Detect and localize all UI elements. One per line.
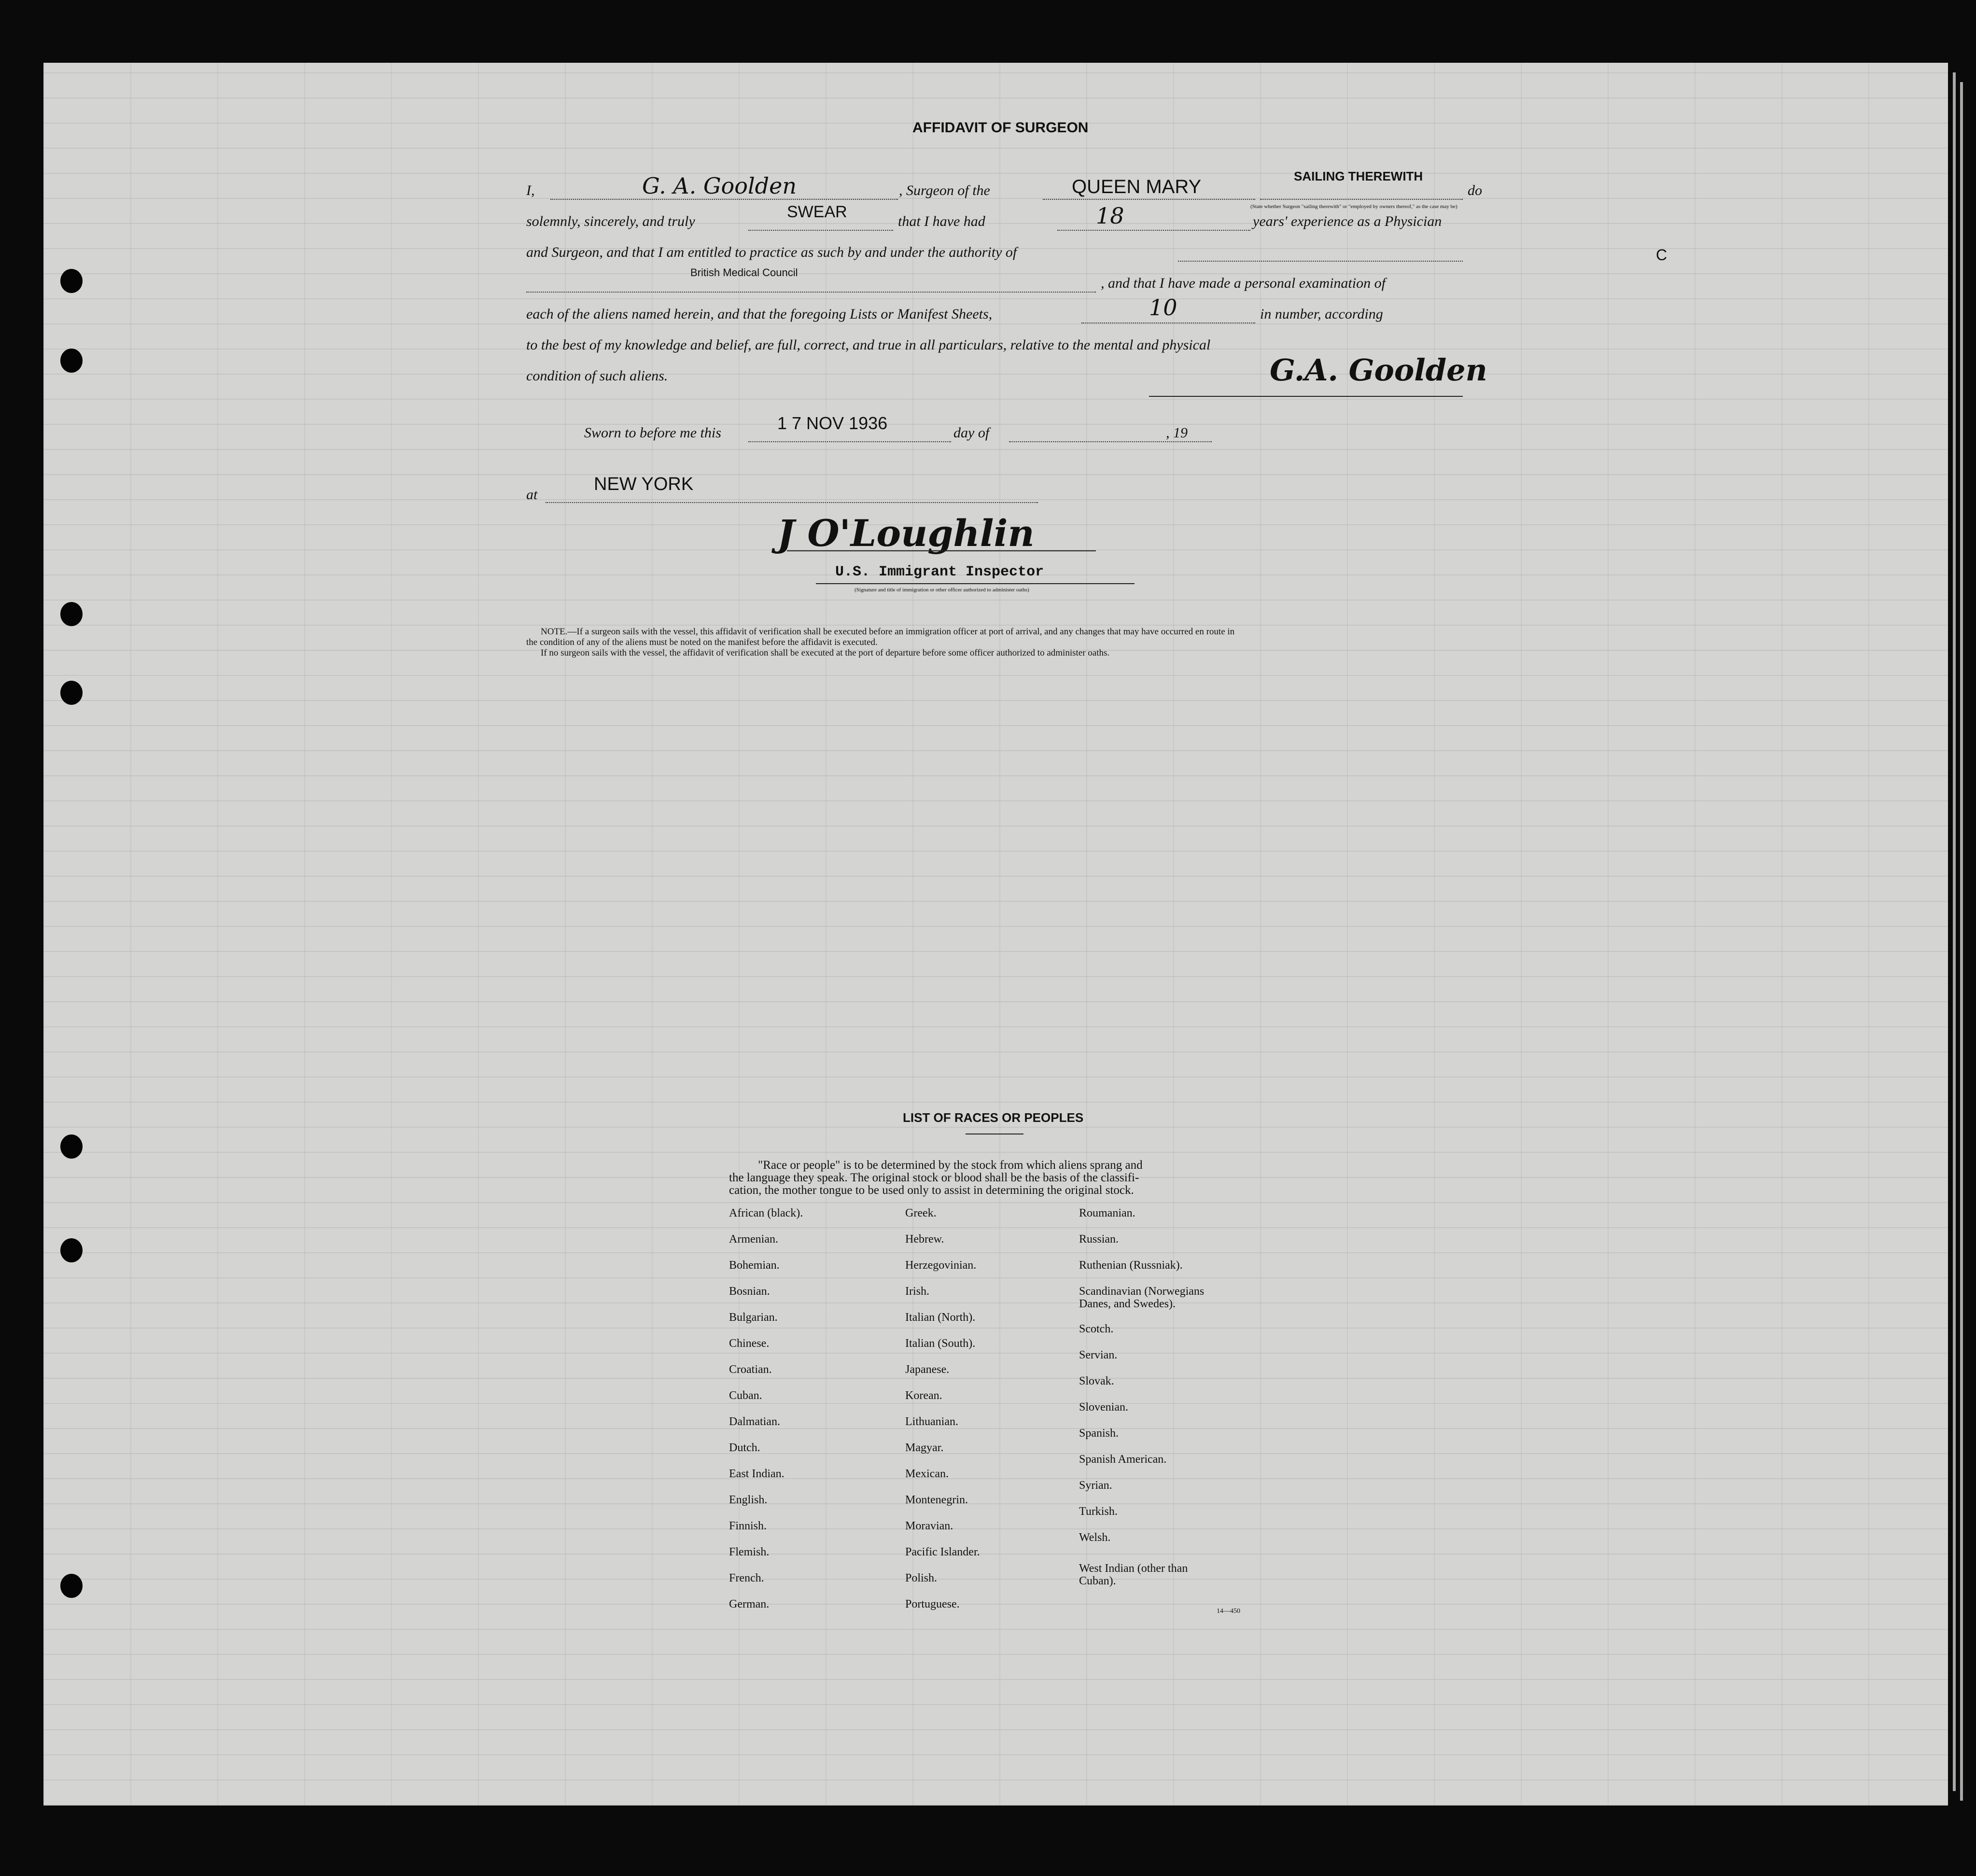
race-dutch: Dutch.: [729, 1442, 760, 1454]
race-magyar: Magyar.: [905, 1442, 944, 1454]
race-armenian: Armenian.: [729, 1233, 778, 1246]
race-african: African (black).: [729, 1207, 803, 1219]
races-intro-1: "Race or people" is to be determined by the stock from which aliens sprang and: [758, 1159, 1143, 1172]
oath-word: SWEAR: [787, 203, 847, 221]
sworn-date: 1 7 NOV 1936: [777, 413, 888, 433]
race-greek: Greek.: [905, 1207, 937, 1219]
years-experience: 18: [1096, 203, 1124, 229]
word-and-surgeon: and Surgeon, and that I am entitled to practice as such by and under the authority of: [526, 244, 1017, 260]
word-in-number: in number, according: [1260, 306, 1383, 322]
race-spanish: Spanish.: [1079, 1427, 1119, 1440]
race-flemish: Flemish.: [729, 1546, 770, 1558]
word-condition: condition of such aliens.: [526, 368, 668, 384]
word-i: I,: [526, 182, 535, 198]
race-east-indian: East Indian.: [729, 1468, 785, 1480]
note-line-1: NOTE.—If a surgeon sails with the vessel, this affidavit of verification shall be executed before an immigration officer at port of arrival, and any changes that may have occurred en route in: [541, 627, 1235, 637]
word-solemnly: solemnly, sincerely, and truly: [526, 213, 695, 229]
race-servian: Servian.: [1079, 1349, 1118, 1361]
manifest-sheet-count: 10: [1149, 294, 1177, 321]
inspector-signature: J O'Loughlin: [777, 512, 1035, 555]
race-cuban: Cuban.: [729, 1389, 762, 1402]
races-intro-3: cation, the mother tongue to be used only to assist in determining the original stock.: [729, 1184, 1134, 1197]
punch-hole: [60, 602, 83, 626]
race-slovak: Slovak.: [1079, 1375, 1114, 1387]
races-intro-2: the language they speak. The original stock or blood shall be the basis of the classifi-: [729, 1171, 1139, 1184]
word-best-knowledge: to the best of my knowledge and belief, are full, correct, and true in all particulars, relative to the mental and physical: [526, 337, 1211, 353]
race-croatian: Croatian.: [729, 1363, 772, 1376]
inspector-note: (Signature and title of immigration or other officer authorized to administer oaths): [855, 587, 1029, 593]
race-moravian: Moravian.: [905, 1520, 953, 1532]
affidavit-title: AFFIDAVIT OF SURGEON: [912, 120, 1089, 136]
punch-hole: [60, 269, 83, 293]
place-of-oath: NEW YORK: [594, 474, 694, 494]
ship-name: QUEEN MARY: [1072, 176, 1202, 197]
race-bulgarian: Bulgarian.: [729, 1311, 778, 1324]
races-title: LIST OF RACES OR PEOPLES: [903, 1110, 1084, 1125]
word-day-of: day of: [953, 425, 990, 441]
race-polish: Polish.: [905, 1572, 938, 1584]
race-dalmatian: Dalmatian.: [729, 1415, 780, 1428]
race-west-indian: West Indian (other than Cuban).: [1079, 1562, 1188, 1587]
race-spanish-american: Spanish American.: [1079, 1453, 1167, 1466]
word-19: , 19: [1166, 425, 1188, 441]
sailing-note: (State whether Surgeon "sailing therewith" or "employed by owners thereof," as the case may be): [1250, 204, 1457, 210]
race-roumanian: Roumanian.: [1079, 1207, 1135, 1219]
race-lithuanian: Lithuanian.: [905, 1415, 958, 1428]
word-years-experience: years' experience as a Physician: [1253, 213, 1442, 229]
race-french: French.: [729, 1572, 764, 1584]
race-ruthenian: Ruthenian (Russniak).: [1079, 1259, 1183, 1272]
punch-hole: [60, 681, 83, 705]
race-turkish: Turkish.: [1079, 1505, 1118, 1518]
race-finnish: Finnish.: [729, 1520, 767, 1532]
race-bosnian: Bosnian.: [729, 1285, 770, 1298]
race-mexican: Mexican.: [905, 1468, 949, 1480]
race-slovenian: Slovenian.: [1079, 1401, 1128, 1414]
word-sworn: Sworn to before me this: [584, 425, 721, 441]
manifest-page: [43, 63, 1948, 1806]
word-have-had: that I have had: [898, 213, 985, 229]
word-at: at: [526, 487, 538, 503]
race-italian-north: Italian (North).: [905, 1311, 976, 1324]
race-russian: Russian.: [1079, 1233, 1119, 1246]
punch-hole: [60, 349, 83, 373]
race-portuguese: Portuguese.: [905, 1598, 960, 1610]
note-line-3: If no surgeon sails with the vessel, the affidavit of verification shall be executed at the port of departure before some officer authorized to administer oaths.: [541, 648, 1110, 658]
inspector-title: U.S. Immigrant Inspector: [835, 564, 1044, 580]
race-hebrew: Hebrew.: [905, 1233, 944, 1246]
margin-mark: C: [1656, 246, 1668, 264]
race-bohemian: Bohemian.: [729, 1259, 780, 1272]
race-japanese: Japanese.: [905, 1363, 950, 1376]
punch-hole: [60, 1238, 83, 1262]
form-code: 14—450: [1217, 1608, 1240, 1615]
race-welsh: Welsh.: [1079, 1531, 1111, 1544]
note-line-2: the condition of any of the aliens must be noted on the manifest before the affidavit is executed.: [526, 637, 878, 647]
race-irish: Irish.: [905, 1285, 929, 1298]
race-pacific-islander: Pacific Islander.: [905, 1546, 980, 1558]
surgeon-name: G. A. Goolden: [642, 173, 797, 199]
surgeon-signature: G.A. Goolden: [1270, 352, 1487, 388]
sailing-status: SAILING THEREWITH: [1294, 169, 1423, 183]
page-edge: [1953, 72, 1956, 1791]
race-syrian: Syrian.: [1079, 1479, 1112, 1492]
word-surgeon-of: , Surgeon of the: [899, 182, 990, 198]
race-montenegrin: Montenegrin.: [905, 1494, 968, 1506]
punch-hole: [60, 1574, 83, 1598]
race-chinese: Chinese.: [729, 1337, 770, 1350]
licensing-authority: British Medical Council: [690, 266, 798, 279]
race-english: English.: [729, 1494, 768, 1506]
race-herzegovinian: Herzegovinian.: [905, 1259, 977, 1272]
page-edge: [1960, 82, 1963, 1801]
race-scandinavian: Scandinavian (Norwegians Danes, and Swedes).: [1079, 1285, 1205, 1310]
punch-hole: [60, 1134, 83, 1159]
word-personal-exam: , and that I have made a personal examination of: [1101, 275, 1386, 291]
race-korean: Korean.: [905, 1389, 942, 1402]
word-do: do: [1468, 182, 1482, 198]
race-italian-south: Italian (South).: [905, 1337, 976, 1350]
race-german: German.: [729, 1598, 770, 1610]
word-each-alien: each of the aliens named herein, and that the foregoing Lists or Manifest Sheets,: [526, 306, 993, 322]
race-scotch: Scotch.: [1079, 1323, 1114, 1335]
